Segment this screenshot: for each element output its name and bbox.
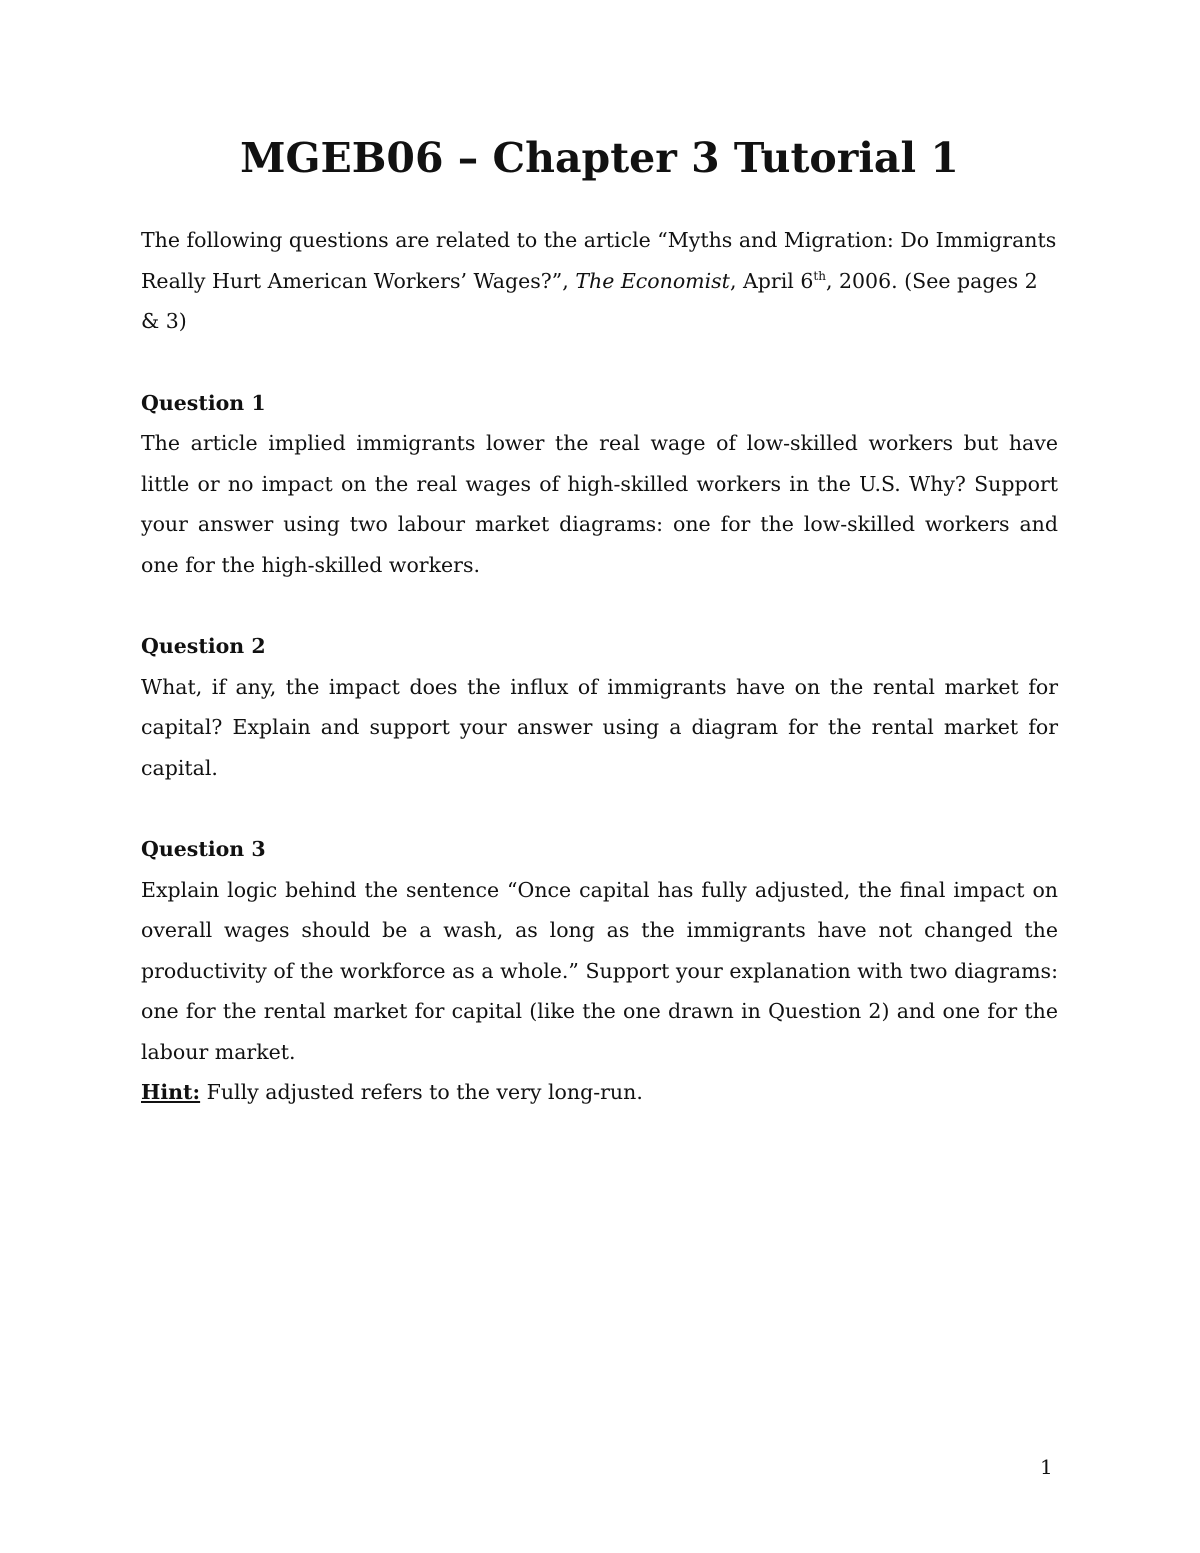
question-2-heading: Question 2	[141, 634, 266, 658]
intro-text-part1: The following questions are related to the article “Myths and Migration: Do Immigrants Really Hurt American Workers’ Wages?”,	[141, 228, 1057, 293]
date-superscript: th	[813, 268, 826, 283]
spacer	[141, 788, 1058, 829]
question-1-heading: Question 1	[141, 390, 266, 415]
question-3-body: Explain logic behind the sentence “Once capital has fully adjusted, the final impact on overall wages should be a wash, as long as the immigrants have not changed the productivity of the workforce as a whole.” Support your explanation with two diagrams: one for the rental market for capital (like the one drawn in Question 2) and one for the labour market.	[141, 877, 1058, 1064]
intro-paragraph	[141, 220, 1058, 342]
publication-name: The Economist	[575, 268, 730, 293]
intro-text-part3: , 2006. (See pages 2 & 3)	[141, 268, 1038, 333]
document-content	[141, 134, 1058, 1113]
document-title: MGEB06 – Chapter 3 Tutorial 1	[240, 134, 959, 182]
question-3-heading: Question 3	[141, 837, 266, 861]
hint-text: Fully adjusted refers to the very long-run.	[200, 1080, 643, 1104]
intro-text-part2: , April 6	[729, 268, 814, 293]
spacer	[141, 585, 1058, 626]
question-2-body: What, if any, the impact does the influx of immigrants have on the rental market for capital? Explain and support your answer using a diagram for the rental market for capital.	[141, 674, 1058, 780]
page-number: 1	[1040, 1455, 1053, 1479]
spacer	[141, 342, 1058, 383]
hint-paragraph	[141, 1072, 1058, 1113]
hint-label: Hint:	[141, 1080, 201, 1104]
spacer	[141, 176, 1058, 220]
question-1-body: The article implied immigrants lower the real wage of low-skilled workers but have little or no impact on the real wages of high-skilled workers in the U.S. Why? Support your answer using two labour market diagrams: one for the low-skilled workers and one for the high-skilled workers.	[141, 431, 1058, 577]
